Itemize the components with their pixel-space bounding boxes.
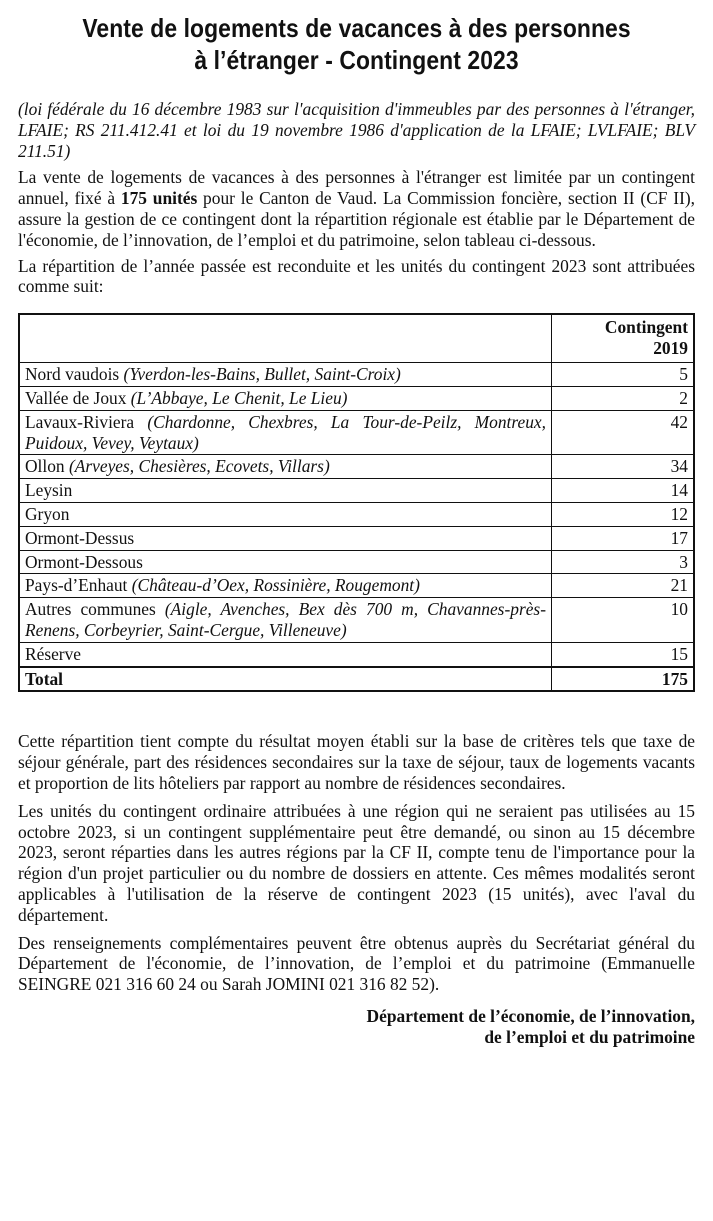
- units-paragraph: Les unités du contingent ordinaire attribuées à une région qui ne seraient pas utilisées au 15 octobre 2023, si un contingent supplémentaire peut être demandé, ou sinon au 15 décembre 2023, seront réparties dans les autres régions par la CF II, compte tenu de l'importance pour la région d'un projet particulier ou du nombre de dossiers en attente. Ces mêmes modalités seront applicables à l'utilisation de la réserve de contingent 2023 (15 unités), avec l'aval du département.: [18, 800, 695, 925]
- contingent-value: 17: [551, 526, 694, 550]
- table-header-contingent: [551, 314, 694, 363]
- contact-paragraph: Des renseignements complémentaires peuvent être obtenus auprès du Secrétariat général du Département de l'économie, de l’innovation, de l’emploi et du patrimoine (Emmanuelle SEINGRE 021 316 60 24 ou Sarah JOMINI 021 316 82 52).: [18, 932, 695, 995]
- region-cell: [19, 526, 551, 550]
- table-row: [19, 363, 694, 387]
- region-cell: [19, 386, 551, 410]
- criteria-paragraph: Cette répartition tient compte du résultat moyen établi sur la base de critères tels que taxe de séjour générale, part des résidences secondaires sur la taxe de séjour, taux de logements vacants et proportion de lits hôteliers par rapport au nombre de résidences secondaires.: [18, 731, 695, 793]
- region-towns: (Yverdon-les-Bains, Bullet, Saint-Croix): [123, 364, 401, 385]
- contingent-value: 12: [551, 502, 694, 526]
- table-header-row: [19, 314, 694, 363]
- legal-reference: (loi fédérale du 16 décembre 1983 sur l'acquisition d'immeubles par des personnes à l'étranger, LFAIE; RS 211.412.41 et loi du 19 novembre 1986 d'application de la LFAIE; LVLFAIE; BLV 211.51): [18, 99, 695, 161]
- intro-text-end: pour le Canton de Vaud. La Commission foncière, section II (CF II), assure la gestion de ce contingent dont la répartition régionale est établie par le Département de l'économie, de l’innovation, de l’emploi et du patrimoine, selon tableau ci-dessous.: [18, 188, 695, 250]
- signature-line-2: de l’emploi et du patrimoine: [484, 1026, 695, 1047]
- region-name: Vallée de Joux: [25, 387, 131, 408]
- table-body: [19, 363, 694, 667]
- table-row: [19, 479, 694, 503]
- intro-paragraph-2: La répartition de l’année passée est reconduite et les unités du contingent 2023 sont attribuées comme suit:: [18, 255, 695, 297]
- table-row: [19, 574, 694, 598]
- contingent-value: 14: [551, 479, 694, 503]
- table-header-region: [19, 314, 551, 363]
- intro-paragraph: [18, 167, 695, 250]
- region-name: Réserve: [25, 643, 82, 664]
- region-towns: (Chardonne, Chexbres, La Tour-de-Peilz, Montreux, Puidoux, Vevey, Veytaux): [25, 411, 546, 453]
- contingent-value: 21: [551, 574, 694, 598]
- table-row: [19, 550, 694, 574]
- region-name: Autres communes: [25, 599, 165, 620]
- header-line-2: 2019: [653, 337, 688, 358]
- page-title: [59, 12, 655, 76]
- contingent-value: 10: [551, 598, 694, 643]
- region-name: Ormont-Dessus: [25, 527, 135, 548]
- region-cell: [19, 502, 551, 526]
- region-name: Lavaux-Riviera: [25, 411, 148, 432]
- title-line-1: Vente de logements de vacances à des personnes: [82, 13, 631, 43]
- table-row: [19, 502, 694, 526]
- table-row: [19, 386, 694, 410]
- contingent-value: 34: [551, 455, 694, 479]
- table-row: [19, 642, 694, 666]
- signature-line-1: Département de l’économie, de l’innovation,: [366, 1005, 695, 1026]
- table-row: [19, 526, 694, 550]
- title-line-2: à l’étranger - Contingent 2023: [194, 45, 519, 75]
- region-towns: (L’Abbaye, Le Chenit, Le Lieu): [130, 387, 348, 408]
- table-total-row: [19, 667, 694, 692]
- region-cell: [19, 363, 551, 387]
- region-name: Ormont-Dessous: [25, 551, 143, 572]
- region-cell: [19, 598, 551, 643]
- intro-units: 175 unités: [120, 188, 198, 209]
- contingent-value: 5: [551, 363, 694, 387]
- table-row: [19, 410, 694, 455]
- contingent-value: 2: [551, 386, 694, 410]
- region-cell: [19, 410, 551, 455]
- contingent-table: [18, 313, 695, 692]
- region-name: Leysin: [25, 480, 73, 501]
- region-name: Gryon: [25, 503, 70, 524]
- table-row: [19, 455, 694, 479]
- signature: [18, 1006, 695, 1048]
- table-row: [19, 598, 694, 643]
- document-page: [18, 12, 695, 1047]
- region-cell: [19, 642, 551, 666]
- contingent-value: 42: [551, 410, 694, 455]
- intro-text-start: La vente de logements de vacances à des personnes à l'étranger est limitée par un contingent annuel, fixé à: [18, 167, 695, 209]
- contingent-value: 3: [551, 550, 694, 574]
- contingent-value: 15: [551, 642, 694, 666]
- region-towns: (Aigle, Avenches, Bex dès 700 m, Chavannes-près-Renens, Corbeyrier, Saint-Cergue, Villeneuve): [25, 599, 546, 640]
- region-towns: (Arveyes, Chesières, Ecovets, Villars): [68, 456, 330, 477]
- region-cell: [19, 455, 551, 479]
- total-label: Total: [19, 667, 551, 692]
- region-name: Pays-d’Enhaut: [25, 575, 132, 596]
- header-line-1: Contingent: [604, 317, 688, 338]
- total-value: 175: [551, 667, 694, 692]
- region-cell: [19, 550, 551, 574]
- region-name: Nord vaudois: [25, 364, 124, 385]
- region-towns: (Château-d’Oex, Rossinière, Rougemont): [131, 575, 420, 596]
- region-cell: [19, 574, 551, 598]
- region-name: Ollon: [25, 456, 69, 477]
- region-cell: [19, 479, 551, 503]
